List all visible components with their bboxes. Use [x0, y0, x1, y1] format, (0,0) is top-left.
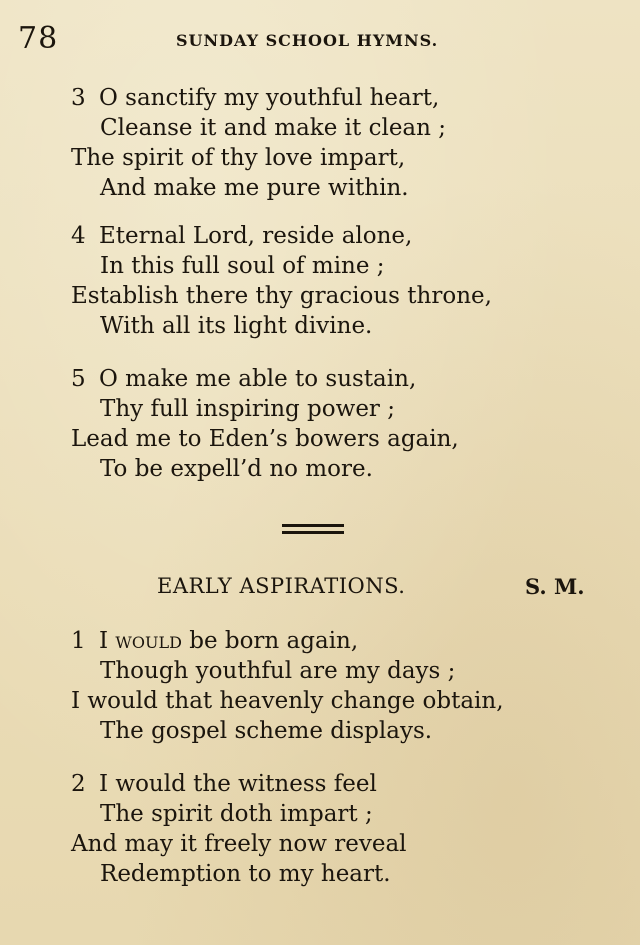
- running-head: SUNDAY SCHOOL HYMNS.: [176, 31, 439, 50]
- stanza-line-text: I would the witness feel: [99, 771, 377, 797]
- hymn-title: EARLY ASPIRATIONS.: [157, 574, 406, 598]
- stanza-3: [71, 83, 446, 203]
- opening-words: I would: [99, 628, 182, 654]
- stanza-number: 4: [71, 223, 86, 249]
- stanza-number: 5: [71, 366, 86, 392]
- stanza-1: [71, 626, 504, 746]
- separator-rule-top: [282, 524, 344, 527]
- stanza-number: 3: [71, 85, 86, 111]
- stanza-line: Thy full inspiring power ;: [100, 396, 395, 422]
- stanza-line: The spirit of thy love impart,: [71, 145, 406, 171]
- stanza-2: [71, 769, 407, 889]
- stanza-line: [71, 364, 459, 394]
- stanza-line: I would that heavenly change obtain,: [71, 688, 504, 714]
- stanza-line: [71, 626, 504, 656]
- stanza-line: [71, 83, 446, 113]
- stanza-4: [71, 221, 492, 341]
- stanza-line-text: O sanctify my youthful heart,: [99, 85, 440, 111]
- stanza-line: [71, 221, 492, 251]
- stanza-line: To be expell’d no more.: [100, 456, 373, 482]
- page-number: 78: [18, 21, 59, 56]
- stanza-line: Lead me to Eden’s bowers again,: [71, 426, 459, 452]
- stanza-line: Though youthful are my days ;: [100, 658, 456, 684]
- stanza-number: 2: [71, 771, 86, 797]
- stanza-line: And may it freely now reveal: [71, 831, 407, 857]
- stanza-line: In this full soul of mine ;: [100, 253, 385, 279]
- stanza-line: The gospel scheme displays.: [100, 718, 433, 744]
- separator-rule-bottom: [282, 531, 344, 534]
- stanza-line: [71, 769, 407, 799]
- stanza-number: 1: [71, 628, 86, 654]
- stanza-5: [71, 364, 459, 484]
- stanza-line: With all its light divine.: [100, 313, 373, 339]
- stanza-line: Establish there thy gracious throne,: [71, 283, 492, 309]
- stanza-line: Cleanse it and make it clean ;: [100, 115, 447, 141]
- stanza-line: Redemption to my heart.: [100, 861, 391, 887]
- stanza-line: The spirit doth impart ;: [100, 801, 373, 827]
- stanza-line-text: Eternal Lord, reside alone,: [99, 223, 413, 249]
- stanza-line-text: O make me able to sustain,: [99, 366, 417, 392]
- hymn-meter: S. M.: [525, 574, 585, 599]
- stanza-line: And make me pure within.: [100, 175, 409, 201]
- stanza-line-text: be born again,: [181, 628, 359, 654]
